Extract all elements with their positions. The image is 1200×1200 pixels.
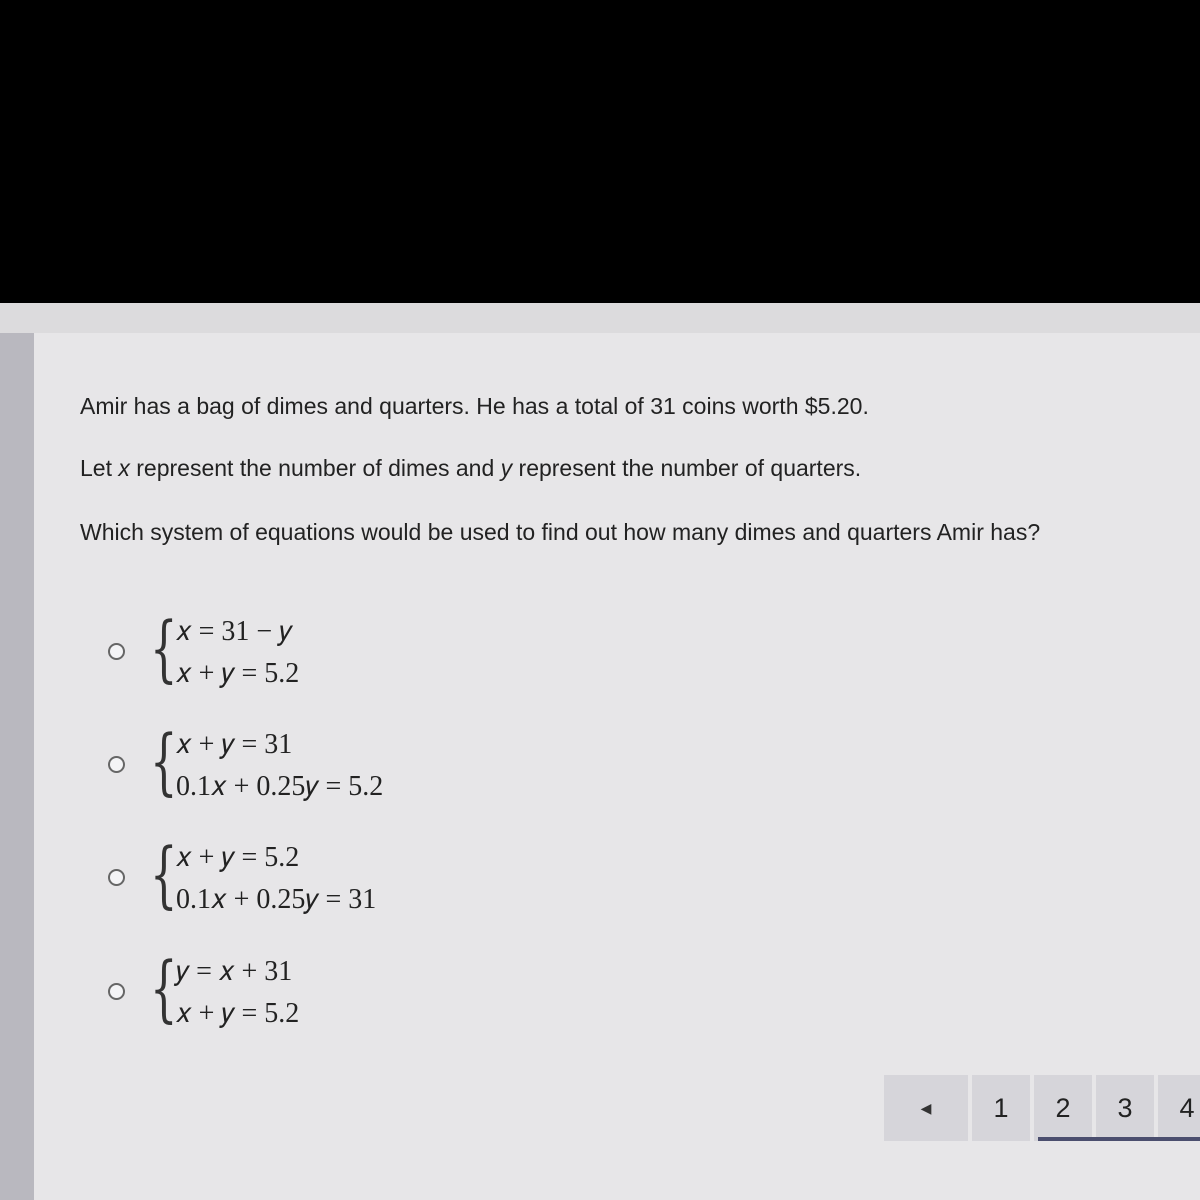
page-button-4[interactable]: 4 xyxy=(1158,1075,1200,1141)
text-segment: Let xyxy=(80,455,119,481)
radio-button[interactable] xyxy=(108,869,125,886)
page-button-1[interactable]: 1 xyxy=(972,1075,1030,1141)
equation-1: 𝑦 = 𝑥 + 31 xyxy=(176,956,293,987)
equation-2: 0.1𝑥 + 0.25𝑦 = 31 xyxy=(176,884,377,915)
answer-choice-d[interactable] xyxy=(108,946,508,1050)
question-text-1: Amir has a bag of dimes and quarters. He has a total of 31 coins worth $5.20. xyxy=(80,393,869,419)
pagination xyxy=(880,1075,1200,1145)
answer-choice-c[interactable] xyxy=(108,832,508,936)
equation-2: 𝑥 + 𝑦 = 5.2 xyxy=(176,998,300,1029)
quiz-screen xyxy=(0,303,1200,1200)
brace-icon: { xyxy=(150,946,178,1030)
brace-icon: { xyxy=(150,606,178,690)
equation-1: 𝑥 + 𝑦 = 31 xyxy=(176,729,293,760)
equation-1: 𝑥 + 𝑦 = 5.2 xyxy=(176,842,300,873)
triangle-left-icon: ◀ xyxy=(920,1099,932,1116)
text-segment: represent the number of quarters. xyxy=(512,455,862,481)
brace-icon: { xyxy=(150,832,178,916)
equation-1: 𝑥 = 31 − 𝑦 xyxy=(176,616,293,647)
current-page-indicator xyxy=(1038,1137,1200,1141)
page-button-3[interactable]: 3 xyxy=(1096,1075,1154,1141)
previous-page-button[interactable] xyxy=(884,1075,968,1141)
equation-2: 0.1𝑥 + 0.25𝑦 = 5.2 xyxy=(176,771,384,802)
radio-button[interactable] xyxy=(108,756,125,773)
answer-choice-b[interactable] xyxy=(108,719,508,823)
radio-button[interactable] xyxy=(108,983,125,1000)
equation-2: 𝑥 + 𝑦 = 5.2 xyxy=(176,658,300,689)
variable-y: y xyxy=(500,455,513,481)
variable-x: x xyxy=(118,455,130,481)
answer-choice-a[interactable] xyxy=(108,606,508,710)
question-panel xyxy=(0,303,1200,1200)
page-button-2[interactable]: 2 xyxy=(1034,1075,1092,1141)
question-text-2 xyxy=(80,455,861,482)
radio-button[interactable] xyxy=(108,643,125,660)
text-segment: represent the number of dimes and xyxy=(129,455,501,481)
brace-icon: { xyxy=(150,719,178,803)
question-prompt: Which system of equations would be used to find out how many dimes and quarters Amir has? xyxy=(80,519,1041,545)
